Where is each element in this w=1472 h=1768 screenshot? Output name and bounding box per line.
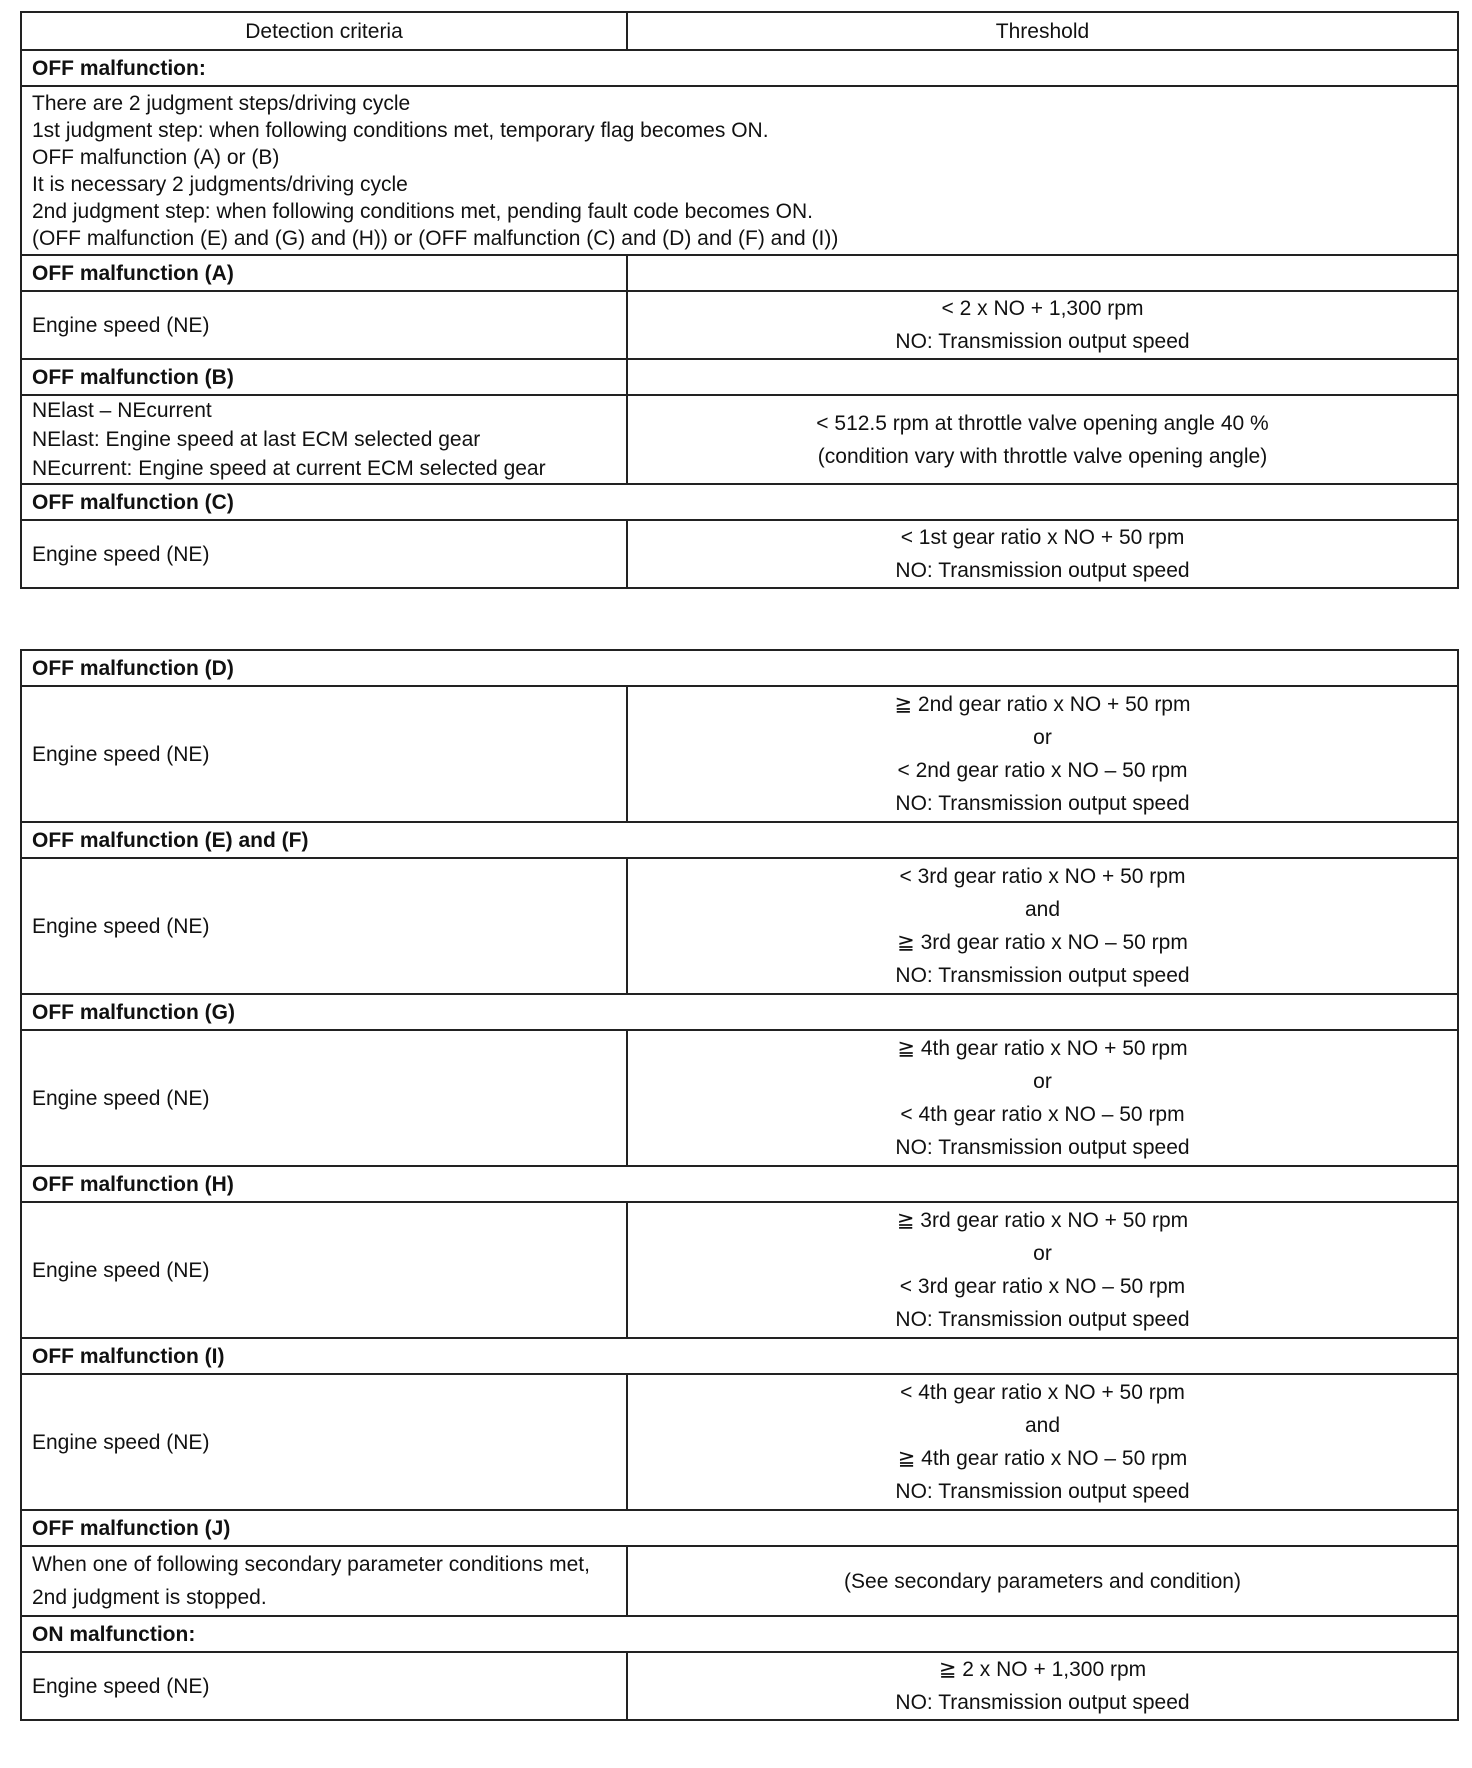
header-threshold: Threshold — [627, 12, 1458, 50]
table-row — [21, 858, 1458, 994]
threshold-cell — [627, 1202, 1458, 1338]
threshold-line: < 4th gear ratio x NO + 50 rpm — [900, 1381, 1185, 1404]
criteria-cell: Engine speed (NE) — [21, 1030, 627, 1166]
description-line: (OFF malfunction (E) and (G) and (H)) or (OFF malfunction (C) and (D) and (F) and (I)) — [32, 226, 839, 250]
threshold-line: NO: Transmission output speed — [895, 1480, 1190, 1503]
criteria-cell: Engine speed (NE) — [21, 1374, 627, 1510]
threshold-cell — [627, 520, 1458, 588]
threshold-line: < 2 x NO + 1,300 rpm — [941, 297, 1144, 320]
criteria-line: NElast – NEcurrent — [32, 399, 212, 422]
table-row — [21, 395, 1458, 484]
threshold-cell — [627, 1374, 1458, 1510]
threshold-line: ≧ 2 x NO + 1,300 rpm — [938, 1658, 1147, 1681]
criteria-line: NEcurrent: Engine speed at current ECM selected gear — [32, 457, 546, 480]
section-off-malfunction-i: OFF malfunction (I) — [21, 1338, 1458, 1374]
threshold-line: NO: Transmission output speed — [895, 330, 1190, 353]
table-row — [21, 291, 1458, 359]
criteria-cell — [21, 395, 627, 484]
section-off-malfunction-a: OFF malfunction (A) — [21, 255, 627, 291]
section-off-malfunction-j: OFF malfunction (J) — [21, 1510, 1458, 1546]
threshold-line: NO: Transmission output speed — [895, 1308, 1190, 1331]
section-row — [21, 50, 1458, 86]
table-row — [21, 686, 1458, 822]
empty-cell — [627, 359, 1458, 395]
section-row — [21, 1166, 1458, 1202]
threshold-line: or — [1033, 1242, 1052, 1265]
table-row — [21, 1546, 1458, 1616]
table-row — [21, 1202, 1458, 1338]
threshold-cell — [627, 686, 1458, 822]
section-off-malfunction-b: OFF malfunction (B) — [21, 359, 627, 395]
threshold-line: < 3rd gear ratio x NO – 50 rpm — [899, 1275, 1186, 1298]
description-line: It is necessary 2 judgments/driving cycle — [32, 172, 408, 196]
threshold-line: or — [1033, 726, 1052, 749]
section-row — [21, 1616, 1458, 1652]
section-off-malfunction-e-f: OFF malfunction (E) and (F) — [21, 822, 1458, 858]
section-row — [21, 359, 1458, 395]
criteria-cell: Engine speed (NE) — [21, 686, 627, 822]
empty-cell — [627, 255, 1458, 291]
threshold-line: (condition vary with throttle valve opening angle) — [817, 444, 1268, 468]
section-on-malfunction: ON malfunction: — [21, 1616, 1458, 1652]
criteria-cell: Engine speed (NE) — [21, 1652, 627, 1720]
section-row — [21, 1338, 1458, 1374]
threshold-line: ≧ 3rd gear ratio x NO + 50 rpm — [896, 1209, 1189, 1232]
threshold-line: < 4th gear ratio x NO – 50 rpm — [900, 1103, 1185, 1126]
description-line: OFF malfunction (A) or (B) — [32, 145, 280, 169]
criteria-cell: Engine speed (NE) — [21, 1202, 627, 1338]
description-line: 1st judgment step: when following conditions met, temporary flag becomes ON. — [32, 118, 769, 142]
threshold-line: NO: Transmission output speed — [895, 964, 1190, 987]
threshold-line: < 1st gear ratio x NO + 50 rpm — [900, 526, 1185, 549]
threshold-cell — [627, 291, 1458, 359]
criteria-cell: Engine speed (NE) — [21, 520, 627, 588]
table-row — [21, 1030, 1458, 1166]
section-off-malfunction-c: OFF malfunction (C) — [21, 484, 1458, 520]
section-row — [21, 1510, 1458, 1546]
table-row — [21, 520, 1458, 588]
detection-table-part-1 — [20, 11, 1459, 589]
off-description — [21, 86, 1458, 255]
criteria-line: NElast: Engine speed at last ECM selected gear — [32, 428, 481, 451]
section-off-malfunction-g: OFF malfunction (G) — [21, 994, 1458, 1030]
section-off-malfunction-d: OFF malfunction (D) — [21, 650, 1458, 686]
section-row — [21, 822, 1458, 858]
threshold-line: NO: Transmission output speed — [895, 559, 1190, 582]
criteria-cell: Engine speed (NE) — [21, 291, 627, 359]
description-line: There are 2 judgment steps/driving cycle — [32, 91, 411, 115]
criteria-cell: Engine speed (NE) — [21, 858, 627, 994]
section-row — [21, 255, 1458, 291]
table-row — [21, 1374, 1458, 1510]
threshold-line: ≧ 2nd gear ratio x NO + 50 rpm — [894, 693, 1191, 716]
threshold-line: and — [1024, 1414, 1061, 1437]
threshold-line: or — [1033, 1070, 1052, 1093]
threshold-cell — [627, 395, 1458, 484]
section-off-malfunction: OFF malfunction: — [21, 50, 1458, 86]
description-line: 2nd judgment step: when following conditions met, pending fault code becomes ON. — [32, 199, 813, 223]
section-row — [21, 484, 1458, 520]
threshold-cell — [627, 858, 1458, 994]
threshold-cell: (See secondary parameters and condition) — [627, 1546, 1458, 1616]
header-detection-criteria: Detection criteria — [21, 12, 627, 50]
off-description-row — [21, 86, 1458, 255]
section-row — [21, 994, 1458, 1030]
threshold-line: < 512.5 rpm at throttle valve opening angle 40 % — [816, 411, 1269, 435]
threshold-line: ≧ 4th gear ratio x NO + 50 rpm — [897, 1037, 1188, 1060]
section-off-malfunction-h: OFF malfunction (H) — [21, 1166, 1458, 1202]
table-header-row — [21, 12, 1458, 50]
threshold-line: and — [1024, 898, 1061, 921]
threshold-cell — [627, 1652, 1458, 1720]
criteria-cell — [21, 1546, 627, 1616]
threshold-line: < 2nd gear ratio x NO – 50 rpm — [897, 759, 1188, 782]
threshold-line: NO: Transmission output speed — [895, 1691, 1190, 1714]
criteria-line: 2nd judgment is stopped. — [32, 1586, 267, 1609]
threshold-line: ≧ 4th gear ratio x NO – 50 rpm — [897, 1447, 1188, 1470]
threshold-line: ≧ 3rd gear ratio x NO – 50 rpm — [897, 931, 1188, 954]
section-row — [21, 650, 1458, 686]
threshold-cell — [627, 1030, 1458, 1166]
threshold-line: NO: Transmission output speed — [895, 792, 1190, 815]
criteria-line: When one of following secondary parameter conditions met, — [32, 1553, 590, 1576]
table-row — [21, 1652, 1458, 1720]
threshold-line: < 3rd gear ratio x NO + 50 rpm — [899, 865, 1186, 888]
detection-table-part-2 — [20, 649, 1459, 1721]
threshold-line: NO: Transmission output speed — [895, 1136, 1190, 1159]
